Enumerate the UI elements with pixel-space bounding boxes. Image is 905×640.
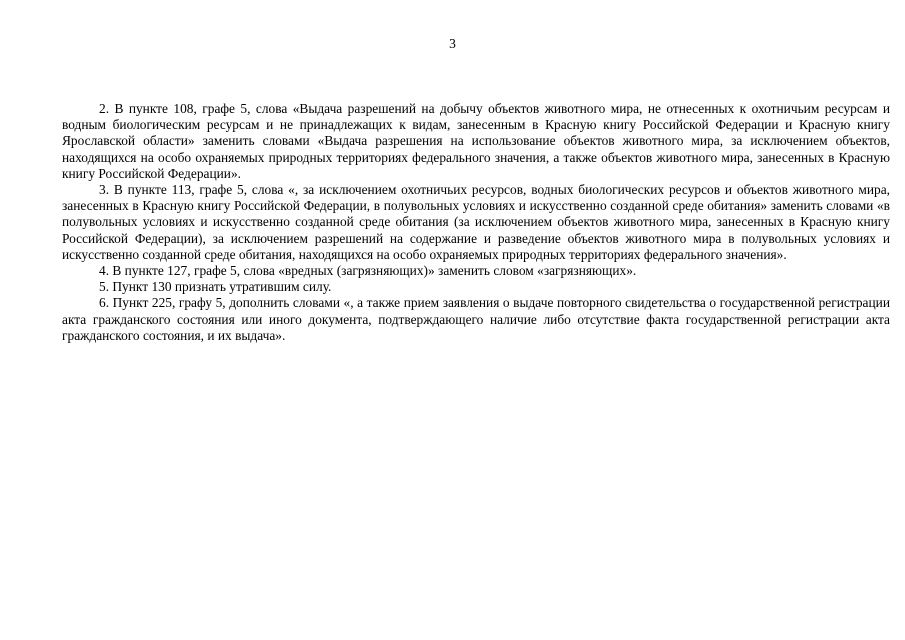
paragraph-item-6: 6. Пункт 225, графу 5, дополнить словами «, а также прием заявления о выдаче повторного свидетельства о государственной регистрации акта гражданского состояния или иного документа, подтверждающего наличие либо отсутствие факта государственной регистрации акта гражданского состояния, и их выдача».: [62, 295, 890, 343]
page-number: 3: [449, 36, 456, 51]
paragraph-item-5: 5. Пункт 130 признать утратившим силу.: [99, 279, 332, 295]
document-body: [62, 101, 890, 344]
paragraph-item-3: 3. В пункте 113, графе 5, слова «, за исключением охотничьих ресурсов, водных биологических ресурсов и объектов животного мира, занесенных в Красную книгу Российской Федерации, в полувольных условиях и искусственно созданной среде обитания» заменить словами «в полувольных условиях и искусственно созданной среде обитания (за исключением объектов животного мира, занесенных в Красную книгу Российской Федерации), за исключением разрешений на содержание и разведение объектов животного мира в полувольных условиях и искусственно созданной среде обитания, находящихся на особо охраняемых природных территориях федерального значения».: [62, 182, 890, 262]
paragraph-item-2: 2. В пункте 108, графе 5, слова «Выдача разрешений на добычу объектов животного мира, не отнесенных к охотничьим ресурсам и водным биологическим ресурсам и не принадлежащих к видам, занесенным в Красную книгу Российской Федерации и Красную книгу Ярославской области» заменить словами «Выдача разрешения на использование объектов животного мира, за исключением объектов, находящихся на особо охраняемых природных территориях федерального значения, а также объектов животного мира, занесенных в Красную книгу Российской Федерации».: [62, 101, 890, 181]
paragraph-item-4: 4. В пункте 127, графе 5, слова «вредных (загрязняющих)» заменить словом «загрязняющих».: [99, 263, 637, 279]
